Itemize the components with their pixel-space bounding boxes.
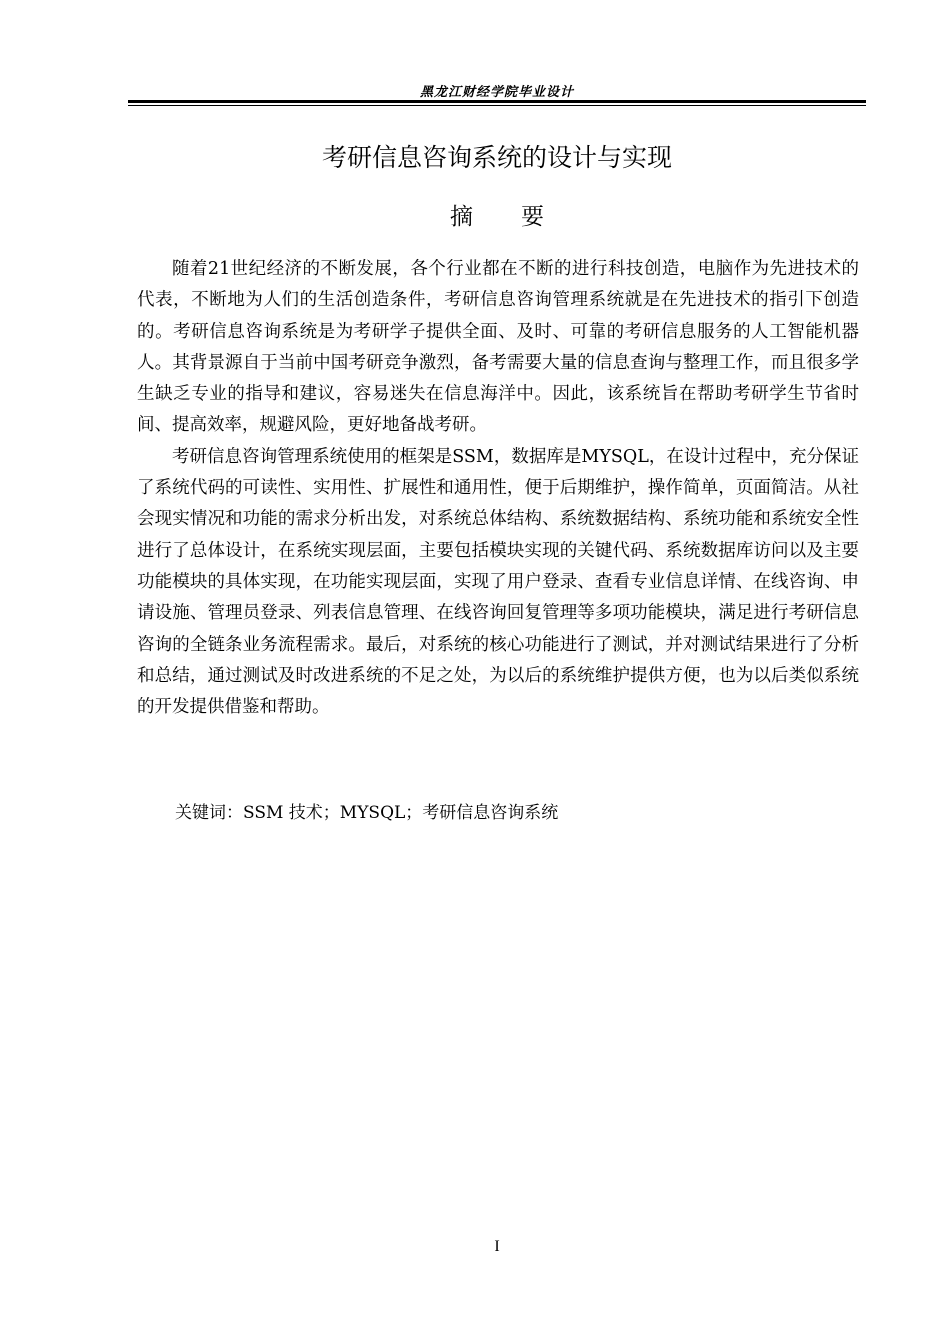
page-number: I [494, 1238, 500, 1255]
header-rule-thick [128, 100, 866, 103]
keywords-label: 关键词： [175, 803, 243, 823]
abstract-paragraph-2: 考研信息咨询管理系统使用的框架是SSM，数据库是MYSQL，在设计过程中，充分保证了系统代码的可读性、实用性、扩展性和通用性，便于后期维护，操作简单，页面简洁。从社会现实情况和功能的需求分析出发，对系统总体结构、系统数据结构、系统功能和系统安全性进行了总体设计，在系统实现层面，主要包括模块实现的关键代码、系统数据库访问以及主要功能模块的具体实现，在功能实现层面，实现了用户登录、查看专业信息详情、在线咨询、申请设施、管理员登录、列表信息管理、在线咨询回复管理等多项功能模块，满足进行考研信息咨询的全链条业务流程需求。最后，对系统的核心功能进行了测试，并对测试结果进行了分析和总结，通过测试及时改进系统的不足之处，为以后的系统维护提供方便，也为以后类似系统的开发提供借鉴和帮助。 [137, 446, 859, 718]
abstract-heading: 摘要 [450, 204, 592, 230]
running-header: 黑龙江财经学院毕业设计 [419, 85, 574, 100]
keywords-line [175, 798, 558, 823]
abstract-body [137, 254, 859, 723]
header-rule-thin [128, 105, 866, 106]
abstract-paragraph-1: 随着21世纪经济的不断发展，各个行业都在不断的进行科技创造，电脑作为先进技术的代表，不断地为人们的生活创造条件，考研信息咨询管理系统就是在先进技术的指引下创造的。考研信息咨询系统是为考研学子提供全面、及时、可靠的考研信息服务的人工智能机器人。其背景源自于当前中国考研竞争激烈，备考需要大量的信息查询与整理工作，而且很多学生缺乏专业的指导和建议，容易迷失在信息海洋中。因此，该系统旨在帮助考研学生节省时间、提高效率，规避风险，更好地备战考研。 [137, 259, 859, 436]
document-title: 考研信息咨询系统的设计与实现 [321, 143, 672, 172]
keywords-text: SSM 技术；MYSQL；考研信息咨询系统 [243, 803, 559, 823]
